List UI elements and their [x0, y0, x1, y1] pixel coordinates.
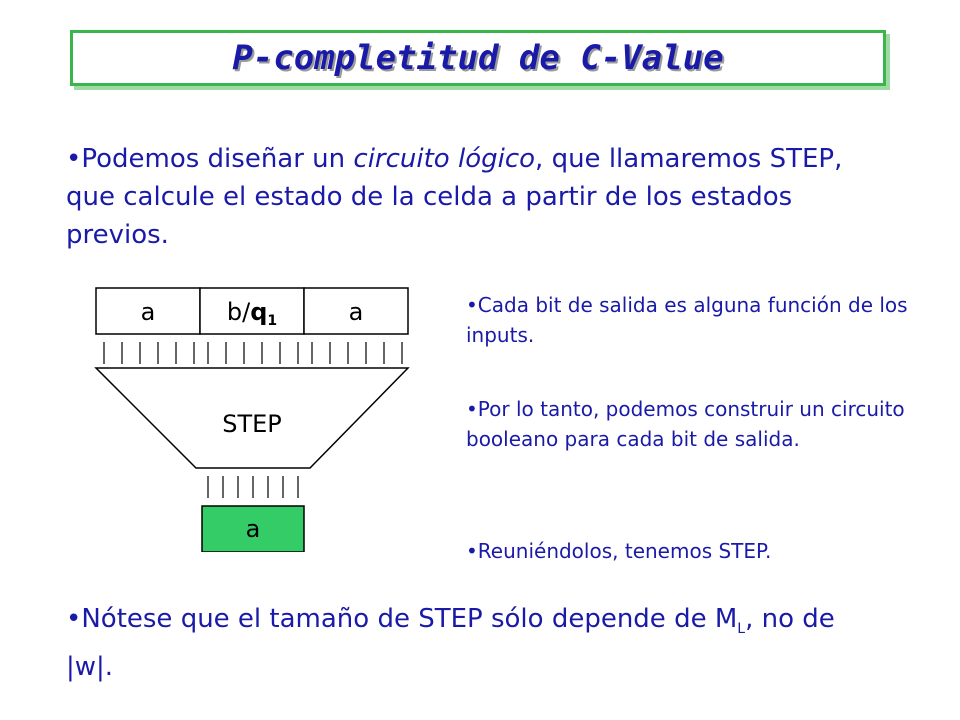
paragraph-circuit-italic: circuito lógico [353, 144, 536, 174]
step-diagram [90, 282, 420, 552]
side-point-1: •Cada bit de salida es alguna función de los inputs. [466, 293, 908, 347]
bullet: • [66, 144, 82, 174]
input-cell-1-label: a [140, 298, 156, 326]
input-cell-2-q: q [250, 298, 268, 326]
input-cell-3-label: a [348, 298, 364, 326]
paragraph-size-before: •Nótese que el tamaño de STEP sólo depende de M [66, 604, 738, 634]
side-point-3: •Reuniéndolos, tenemos STEP. [466, 539, 772, 563]
paragraph-size-after: , no de |w|. [66, 604, 835, 683]
step-label: STEP [222, 410, 282, 438]
output-wires [208, 476, 298, 498]
input-wires [104, 342, 402, 364]
paragraph-circuit-after: , que llamaremos STEP, que calcule el estado de la celda a partir de los estados previos. [66, 144, 843, 250]
title-box [70, 30, 886, 86]
input-cell-2-sub: 1 [267, 313, 278, 329]
paragraph-circuit-before: Podemos diseñar un [81, 144, 354, 174]
slide-title: P-completitud de C-Value [232, 38, 724, 78]
output-cell-label: a [245, 515, 261, 543]
paragraph-circuit [66, 140, 886, 254]
input-cell-2-text: b/ [226, 298, 251, 326]
paragraph-size-sub: L [737, 621, 746, 638]
side-point-2: •Por lo tanto, podemos construir un circuito booleano para cada bit de salida. [466, 397, 905, 451]
paragraph-size [66, 600, 886, 686]
